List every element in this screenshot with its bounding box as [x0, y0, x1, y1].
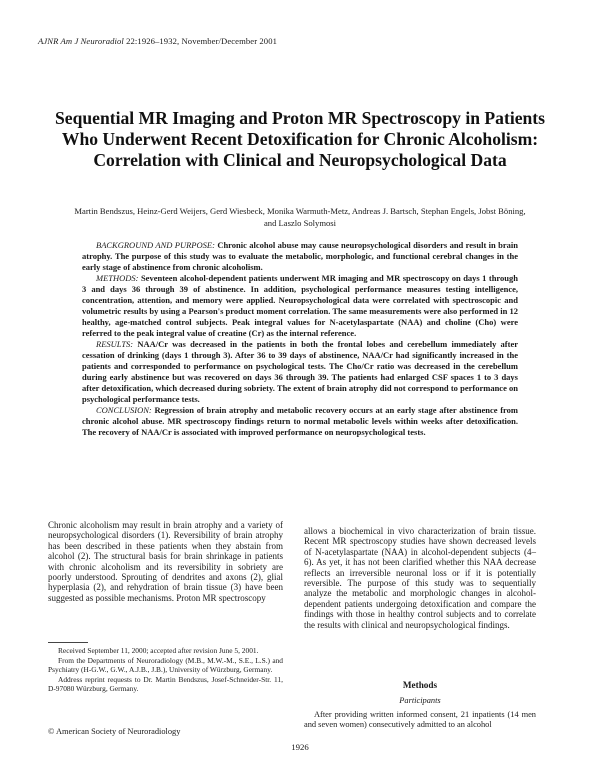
abstract-background-label: BACKGROUND AND PURPOSE:: [96, 240, 215, 250]
methods-paragraph: After providing written informed consent, 21 inpatients (14 men and seven women) consecutively admitted to an alcohol: [304, 710, 536, 730]
body-column-right: [304, 526, 536, 630]
journal-header: [38, 36, 568, 46]
footnote-affiliation: From the Departments of Neuroradiology (M.B., M.W.-M., S.E., L.S.) and Psychiatry (H-G.W., G.W., A.J.B., J.B.), University of Würzburg, Germany.: [48, 656, 283, 674]
abstract-results-label: RESULTS:: [96, 339, 134, 349]
abstract-methods: [82, 273, 518, 339]
abstract-methods-label: METHODS:: [96, 273, 139, 283]
body-column-left: [48, 520, 283, 603]
page-number: 1926: [291, 742, 309, 752]
abstract-results-text: NAA/Cr was decreased in the patients in both the frontal lobes and cerebellum immediately after cessation of drinking (days 1 through 3). After 36 to 39 days of abstinence, NAA/Cr had significantly increased in the patients and corresponded to performance on psychological tests. The Cho/Cr ratio was decreased in the cerebellum during early abstinence but was recovered on days 36 through 39. The patients had enlarged CSF spaces 1 to 3 days after detoxification, which decreased during sobriety. The extent of brain atrophy did not correspond to performance on psychological performance tests.: [82, 339, 519, 404]
author-list: Martin Bendszus, Heinz-Gerd Weijers, Gerd Wiesbeck, Monika Warmuth-Metz, Andreas J. Bartsch, Stephan Engels, Jobst Böning, and Laszlo Solymosi: [74, 206, 526, 228]
footnotes: [48, 646, 283, 694]
abstract-conclusion: [82, 405, 518, 438]
abstract: [82, 240, 518, 438]
footnote-reprints: Address reprint requests to Dr. Martin Bendszus, Josef-Schneider-Str. 11, D-97080 Würzburg, Germany.: [48, 675, 283, 693]
article-title: Sequential MR Imaging and Proton MR Spectroscopy in Patients Who Underwent Recent Detoxification for Chronic Alcoholism: Correlation with Clinical and Neuropsychological Data: [54, 108, 546, 170]
participants-subheading: Participants: [399, 696, 441, 705]
footnote-divider: [48, 642, 88, 643]
abstract-results: [82, 339, 518, 405]
abstract-background: [82, 240, 518, 273]
abstract-conclusion-text: Regression of brain atrophy and metabolic recovery occurs at an early stage after abstinence from chronic alcohol abuse. MR spectroscopy findings return to normal metabolic levels within weeks after detoxification. The recovery of NAA/Cr is associated with improved performance on neuropsychological tests.: [82, 405, 519, 437]
footnote-received: Received September 11, 2000; accepted after revision June 5, 2001.: [58, 646, 259, 655]
intro-paragraph-right: allows a biochemical in vivo characterization of brain tissue. Recent MR spectroscopy studies have shown decreased levels of N-acetylaspartate (NAA) in alcohol-dependent subjects (4–6). As yet, it has not been clarified whether this NAA decrease reflects an irreversible neuronal loss or if it is potentially reversible. The purpose of this study was to sequentially analyze the metabolic and morphologic changes in alcohol-dependent patients undergoing detoxification and compare the findings with those in healthy control subjects and to correlate the results with clinical and neuropsychological findings.: [304, 526, 536, 630]
methods-heading: Methods: [402, 680, 438, 690]
journal-volume: 22:1926–1932, November/December 2001: [126, 36, 277, 46]
abstract-methods-text: Seventeen alcohol-dependent patients underwent MR imaging and MR spectroscopy on days 1 through 3 and days 36 through 39 of abstinence. In addition, psychological performance measures testing intelligence, concentration, attention, and memory were applied. Neuropsychological data were correlated with spectroscopic and volumetric results by using a Pearson's product moment correlation. The same measurements were also performed in 12 healthy, age-matched control subjects. Peak integral values for N-acetylaspartate (NAA) and choline (Cho) were referred to the peak integral value of creatine (Cr) as the internal reference.: [82, 273, 518, 338]
copyright-notice: © American Society of Neuroradiology: [48, 727, 181, 736]
abstract-background-text: Chronic alcohol abuse may cause neuropsychological disorders and result in brain atrophy. The purpose of this study was to evaluate the metabolic, morphologic, and functional cerebral changes in the early stage of abstinence from chronic alcoholism.: [82, 240, 518, 272]
journal-name: AJNR Am J Neuroradiol: [38, 36, 124, 46]
intro-paragraph-left: Chronic alcoholism may result in brain atrophy and a variety of neuropsychological disorders (1). Reversibility of brain atrophy has been described in these patients when they abstain from alcohol (2). The structural basis for brain shrinkage in patients with chronic alcoholism and its reversibility in sobriety are poorly understood. Sprouting of dendrites and axons (2), glial hyperplasia (2), and rehydration of brain tissue (3) have been suggested as possible mechanisms. Proton MR spectroscopy: [48, 520, 283, 603]
abstract-conclusion-label: CONCLUSION:: [96, 405, 152, 415]
